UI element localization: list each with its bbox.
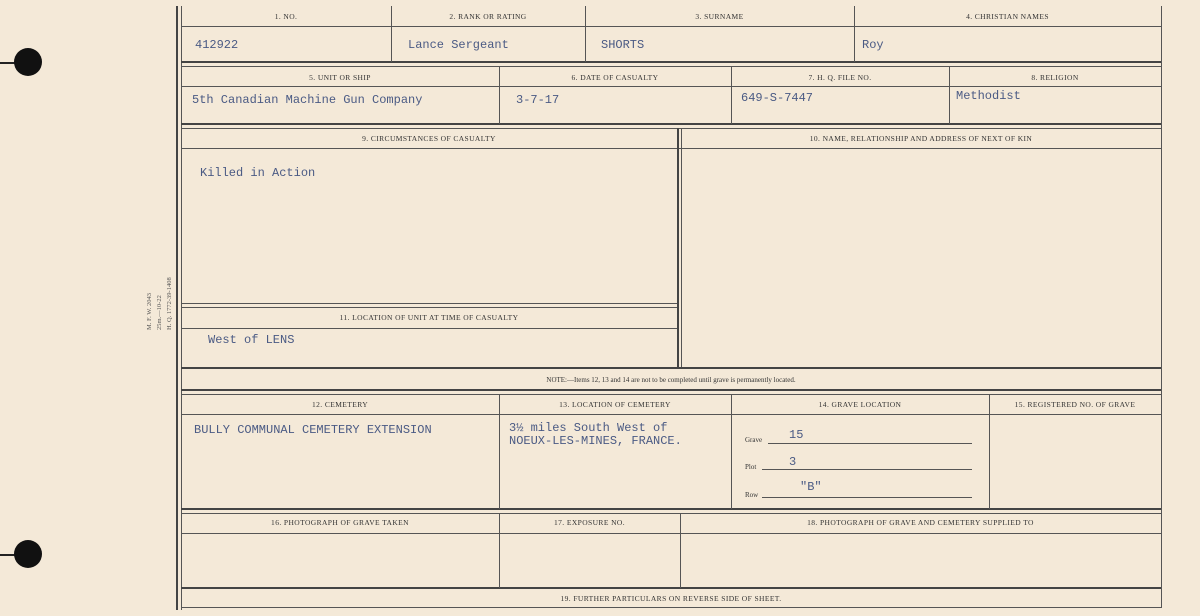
cemetery-value: BULLY COMMUNAL CEMETERY EXTENSION <box>194 423 432 437</box>
punch-hole-bottom <box>14 540 42 568</box>
christian-names-value: Roy <box>862 38 884 52</box>
note-text: NOTE:—Items 12, 13 and 14 are not to be completed until grave is permanently located. <box>546 376 796 384</box>
rank-value: Lance Sergeant <box>408 38 509 52</box>
christian-names-header: 4. CHRISTIAN NAMES <box>966 12 1049 21</box>
exposure-header: 17. EXPOSURE NO. <box>554 518 625 527</box>
row3-bottom-rule <box>181 367 1161 369</box>
file-no-value: 649-S-7447 <box>741 91 814 105</box>
row-label: Row <box>745 491 759 499</box>
date-header: 6. DATE OF CASUALTY <box>571 73 659 82</box>
surname-value: SHORTS <box>601 38 645 52</box>
grave-label: Grave <box>745 436 763 444</box>
rank-header: 2. RANK OR RATING <box>449 12 527 21</box>
location-unit-value: West of LENS <box>208 333 295 347</box>
right-border <box>1161 6 1162 608</box>
row5-header-rule <box>181 533 1161 534</box>
surname-header: 3. SURNAME <box>695 12 744 21</box>
form-code-3: H. Q. 1772-39-1408 <box>166 277 173 330</box>
form-code-1: M. F. W. 2043 <box>146 292 153 330</box>
row5-bottom-rule <box>181 587 1161 589</box>
location-cemetery-line1: 3½ miles South West of <box>509 421 668 435</box>
row-value: "B" <box>800 480 822 494</box>
no-header: 1. NO. <box>274 12 298 21</box>
no-value: 412922 <box>195 38 239 52</box>
photo-taken-header: 16. PHOTOGRAPH OF GRAVE TAKEN <box>271 518 409 527</box>
file-no-header: 7. H. Q. FILE NO. <box>808 73 872 82</box>
unit-header: 5. UNIT OR SHIP <box>309 73 371 82</box>
location-cemetery-line2: NOEUX-LES-MINES, FRANCE. <box>509 434 682 448</box>
location-unit-header-rule <box>181 328 677 329</box>
row1-bottom-rule <box>181 61 1161 63</box>
circumstances-header: 9. CIRCUMSTANCES OF CASUALTY <box>362 134 496 143</box>
location-unit-header: 11. LOCATION OF UNIT AT TIME OF CASUALTY <box>339 313 519 322</box>
row3-header-rule <box>181 148 1161 149</box>
date-value: 3-7-17 <box>516 93 560 107</box>
row4-bottom-rule <box>181 508 1161 510</box>
cemetery-header: 12. CEMETERY <box>311 400 369 409</box>
form-code-2: 25m.—10-22 <box>156 295 163 330</box>
photo-supplied-header: 18. PHOTOGRAPH OF GRAVE AND CEMETERY SUPPLIED TO <box>807 518 1034 527</box>
grave-location-header: 14. GRAVE LOCATION <box>818 400 902 409</box>
unit-value: 5th Canadian Machine Gun Company <box>192 93 423 107</box>
row4-header-rule <box>181 414 1161 415</box>
row2-header-rule <box>181 86 1161 87</box>
location-cemetery-header: 13. LOCATION OF CEMETERY <box>559 400 671 409</box>
religion-value: Methodist <box>956 89 1021 103</box>
footer-text: 19. FURTHER PARTICULARS ON REVERSE SIDE OF SHEET. <box>560 594 782 603</box>
plot-label: Plot <box>745 463 757 471</box>
punch-hole-top <box>14 48 42 76</box>
religion-header: 8. RELIGION <box>1031 73 1079 82</box>
left-border <box>176 6 178 610</box>
next-of-kin-header: 10. NAME, RELATIONSHIP AND ADDRESS OF NEXT OF KIN <box>809 134 1033 143</box>
grave-value: 15 <box>789 428 804 442</box>
registered-no-header: 15. REGISTERED NO. OF GRAVE <box>1014 400 1136 409</box>
circumstances-value: Killed in Action <box>200 166 316 180</box>
plot-value: 3 <box>789 455 797 469</box>
row1-header-rule <box>181 26 1161 27</box>
row2-bottom-rule <box>181 123 1161 125</box>
